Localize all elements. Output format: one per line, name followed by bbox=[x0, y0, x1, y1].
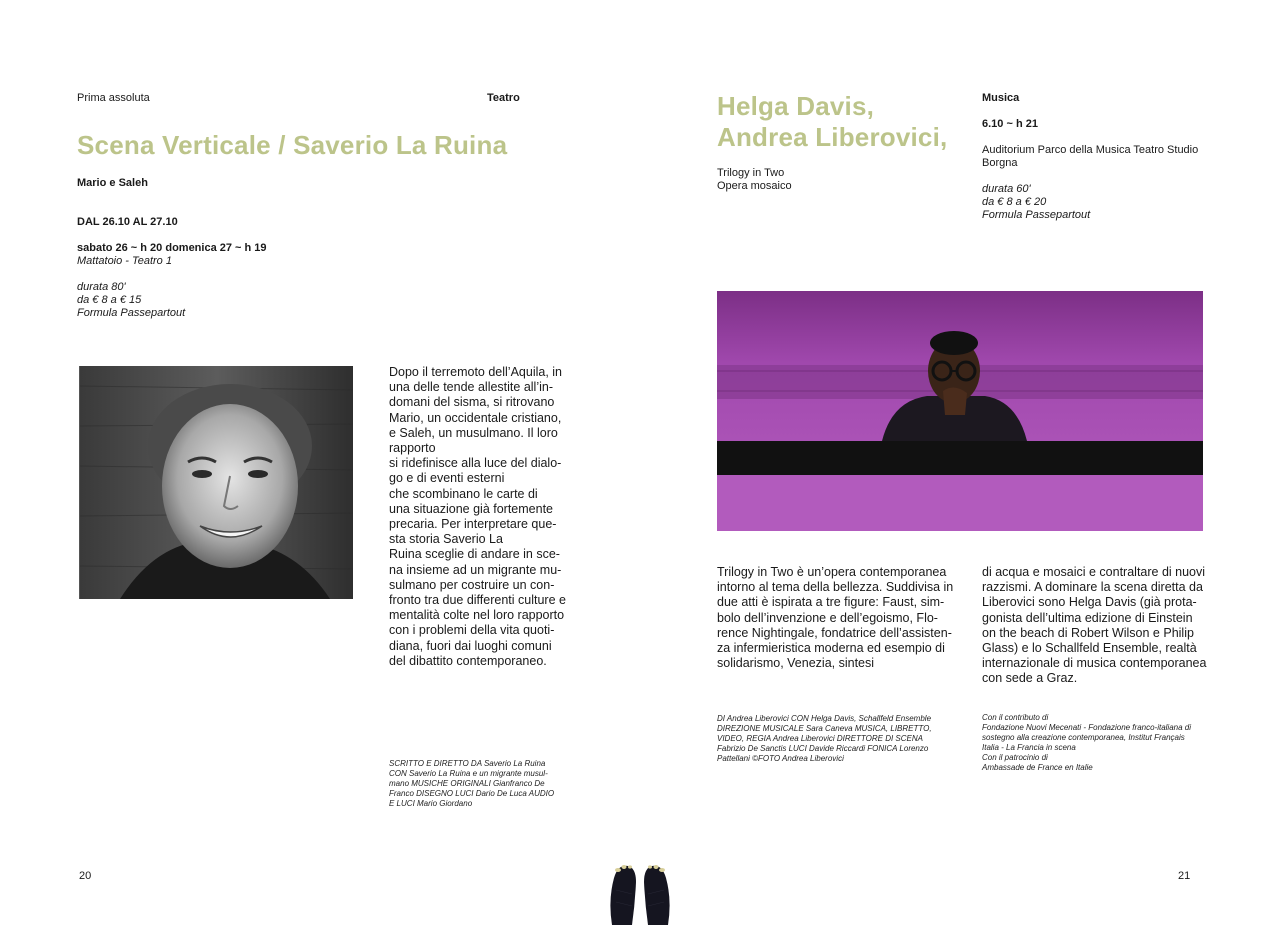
stage-photo bbox=[717, 291, 1203, 531]
description-line: Liberovici sono Helga Davis (già prota- bbox=[982, 595, 1197, 610]
credits-line: sostegno alla creazione contemporanea, Institut Français bbox=[982, 733, 1185, 742]
description-line: Mario, un occidentale cristiano, bbox=[389, 410, 562, 425]
title-line: Helga Davis, bbox=[717, 91, 875, 121]
credits-line: Fabrizio De Sanctis LUCI Davide Riccardi FONICA Lorenzo bbox=[717, 744, 929, 753]
feet-illustration-icon bbox=[604, 860, 676, 925]
description-line: con sede a Graz. bbox=[982, 671, 1078, 686]
description-line: solidarismo, Venezia, sintesi bbox=[717, 656, 875, 671]
description-line: con i problemi della vita quoti- bbox=[389, 623, 555, 638]
credits-line: E LUCI Mario Giordano bbox=[389, 799, 473, 808]
subtitle-line: Opera mosaico bbox=[717, 180, 792, 192]
description-line: gonista dell’ultima edizione di Einstein bbox=[982, 610, 1193, 625]
credits-line: mano MUSICHE ORIGINALI Gianfranco De bbox=[389, 779, 545, 788]
credits-right-col1 bbox=[717, 714, 953, 764]
description-line: e Saleh, un musulmano. Il loro bbox=[389, 425, 558, 440]
description-line: razzismi. A dominare la scena diretta da bbox=[982, 580, 1203, 595]
credits-line: Pattellani ©FOTO Andrea Liberovici bbox=[717, 754, 844, 763]
credits-line: DIREZIONE MUSICALE Sara Caneva MUSICA, LIBRETTO, bbox=[717, 724, 932, 733]
description-line: sulmano per costruire un con- bbox=[389, 577, 555, 592]
subtitle-right bbox=[717, 167, 792, 193]
duration-right: durata 60' bbox=[982, 183, 1031, 195]
description-line: intorno al tema della bellezza. Suddivisa in bbox=[717, 580, 954, 595]
description-line: internazionale di musica contemporanea bbox=[982, 656, 1207, 671]
credits-line: DI Andrea Liberovici CON Helga Davis, Schallfeld Ensemble bbox=[717, 714, 932, 723]
category-musica: Musica bbox=[982, 92, 1020, 104]
venue-line: Auditorium Parco della Musica Teatro Studio bbox=[982, 144, 1199, 156]
schedule-left: sabato 26 ~ h 20 domenica 27 ~ h 19 bbox=[77, 242, 267, 254]
description-line: del dibattito contemporaneo. bbox=[389, 653, 547, 668]
venue-right bbox=[982, 144, 1198, 170]
credits-line: Italia - La Francia in scena bbox=[982, 743, 1076, 752]
formula-left: Formula Passepartout bbox=[77, 307, 186, 319]
label-prima-assoluta: Prima assoluta bbox=[77, 92, 150, 104]
description-line: una delle tende allestite all’in- bbox=[389, 380, 553, 395]
credits-line: Ambassade de France en Italie bbox=[982, 763, 1093, 772]
description-line: sta storia Saverio La bbox=[389, 532, 503, 547]
description-left bbox=[389, 365, 566, 669]
page-title-left: Scena Verticale / Saverio La Ruina bbox=[77, 130, 508, 160]
description-line: Glass) e lo Schallfeld Ensemble, realtà bbox=[982, 641, 1197, 656]
subtitle-mario-saleh: Mario e Saleh bbox=[77, 177, 148, 189]
credits-line: Fondazione Nuovi Mecenati - Fondazione franco-italiana di bbox=[982, 723, 1192, 732]
description-line: bolo dell’invenzione e dell’egoismo, Flo- bbox=[717, 610, 938, 625]
credits-left bbox=[389, 759, 565, 809]
formula-right: Formula Passepartout bbox=[982, 209, 1091, 221]
page-number-right: 21 bbox=[1178, 870, 1191, 882]
duration-left: durata 80' bbox=[77, 281, 126, 293]
description-line: precaria. Per interpretare que- bbox=[389, 517, 557, 532]
description-right-col2 bbox=[982, 565, 1207, 687]
description-line: Trilogy in Two è un’opera contemporanea bbox=[717, 565, 947, 579]
description-line: di acqua e mosaici e contraltare di nuovi bbox=[982, 565, 1206, 579]
description-line: diana, fuori dai luoghi comuni bbox=[389, 638, 552, 653]
credits-line: CON Saverio La Ruina e un migrante musul- bbox=[389, 769, 548, 778]
credits-line: VIDEO, REGIA Andrea Liberovici DIRETTORE DI SCENA bbox=[717, 734, 923, 743]
description-line: za infermieristica moderna ed esempio di bbox=[717, 641, 945, 656]
credits-line: SCRITTO E DIRETTO DA Saverio La Ruina bbox=[389, 759, 546, 768]
description-line: rence Nightingale, fondatrice dell’assisten- bbox=[717, 625, 952, 640]
description-line: Ruina sceglie di andare in sce- bbox=[389, 547, 560, 562]
description-line: na insieme ad un migrante mu- bbox=[389, 562, 562, 577]
category-teatro: Teatro bbox=[487, 92, 520, 104]
title-line: Andrea Liberovici, bbox=[717, 122, 948, 152]
venue-line: Borgna bbox=[982, 157, 1018, 169]
credits-line: Franco DISEGNO LUCI Dario De Luca AUDIO bbox=[389, 789, 555, 798]
price-right: da € 8 a € 20 bbox=[982, 196, 1047, 208]
dates-left: DAL 26.10 AL 27.10 bbox=[77, 216, 178, 228]
description-line: fronto tra due differenti culture e bbox=[389, 593, 566, 608]
venue-left: Mattatoio - Teatro 1 bbox=[77, 255, 172, 267]
portrait-photo bbox=[79, 366, 353, 599]
price-left: da € 8 a € 15 bbox=[77, 294, 142, 306]
credits-line: Con il patrocinio di bbox=[982, 753, 1048, 762]
description-line: che scombinano le carte di bbox=[389, 486, 538, 501]
description-line: go e di eventi esterni bbox=[389, 471, 505, 486]
description-line: domani del sisma, si ritrovano bbox=[389, 395, 555, 410]
description-line: on the beach di Robert Wilson e Philip bbox=[982, 625, 1194, 640]
dates-right: 6.10 ~ h 21 bbox=[982, 118, 1038, 130]
description-line: rapporto bbox=[389, 441, 436, 456]
page-number-left: 20 bbox=[79, 870, 92, 882]
credits-right-col2 bbox=[982, 713, 1206, 773]
description-line: due atti è ispirata a tre figure: Faust, sim- bbox=[717, 595, 945, 610]
description-line: si ridefinisce alla luce del dialo- bbox=[389, 456, 562, 471]
subtitle-line: Trilogy in Two bbox=[717, 167, 785, 179]
description-line: mentalità colte nel loro rapporto bbox=[389, 608, 565, 623]
credits-line: Con il contributo di bbox=[982, 713, 1049, 722]
description-right-col1 bbox=[717, 565, 954, 671]
description-line: Dopo il terremoto dell’Aquila, in bbox=[389, 365, 563, 379]
description-line: una situazione già fortemente bbox=[389, 501, 553, 516]
page-title-right bbox=[717, 91, 947, 153]
